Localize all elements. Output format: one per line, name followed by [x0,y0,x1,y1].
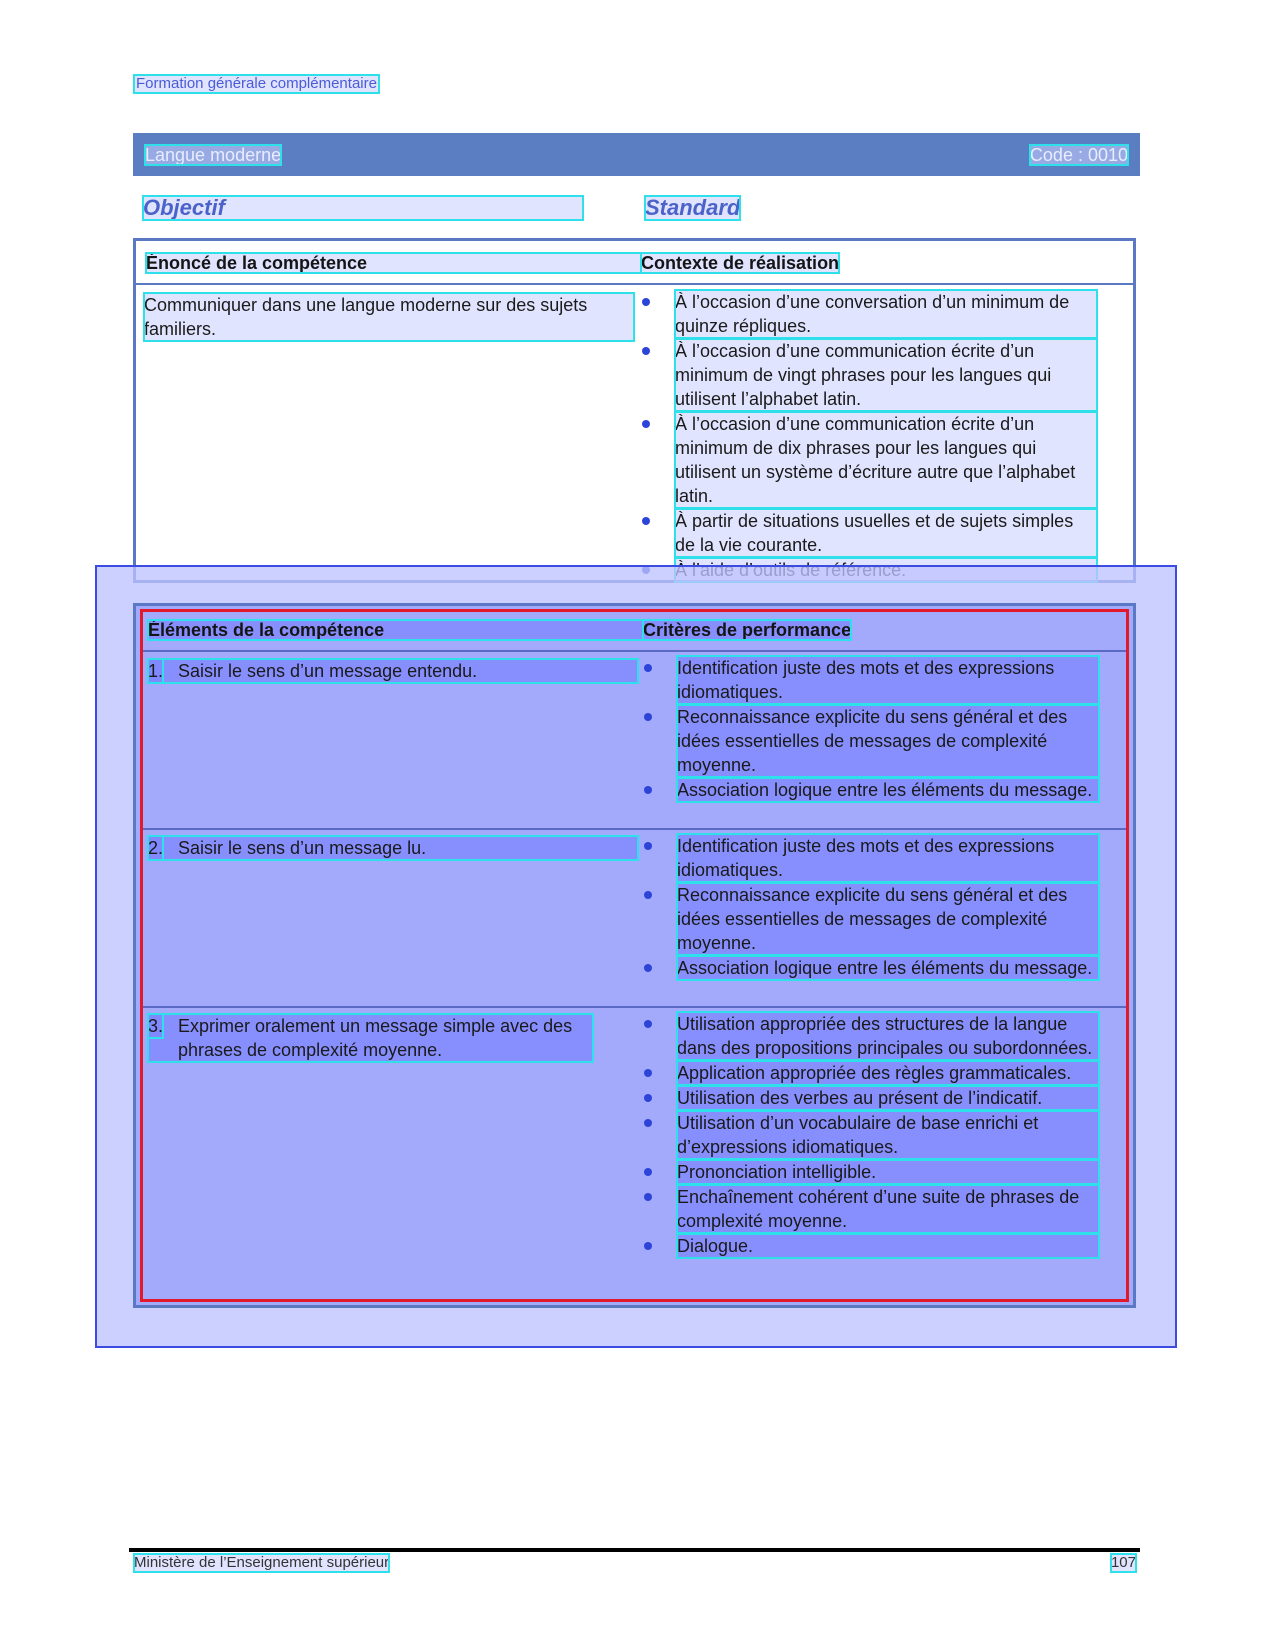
bullet-icon [642,420,650,428]
criteria-item: Reconnaissance explicite du sens général et des idées essentielles de messages de complexité moyenne. [641,705,1099,777]
statement-col1-heading: Énoncé de la compétence [146,253,641,273]
competence-statement: Communiquer dans une langue moderne sur des sujets familiers. [144,293,634,341]
course-title-bar [133,133,1140,176]
footer-ministry: Ministère de l’Enseignement supérieur [134,1554,390,1571]
bullet-icon [642,517,650,525]
bullet-icon [644,1020,652,1028]
row-divider [143,828,1126,830]
footer-rule [129,1548,1140,1552]
objective-label: Objectif [143,196,583,220]
bullet-icon [642,298,650,306]
bullet-icon [644,1168,652,1176]
bullet-icon [644,1069,652,1077]
element-item-1: 1. Saisir le sens d’un message entendu. [148,659,638,683]
bullet-icon [642,347,650,355]
statement-header-divider [136,283,1133,285]
course-name: Langue moderne [145,145,282,165]
elements-table-inner [140,609,1129,1302]
bullet-icon [644,664,652,672]
document-header: Formation générale complémentaire [136,75,377,92]
criteria-item: Identification juste des mots et des expressions idiomatiques. [641,834,1099,882]
criteria-item: Utilisation d’un vocabulaire de base enrichi et d’expressions idiomatiques. [641,1111,1099,1159]
criteria-item: Dialogue. [641,1234,1099,1258]
criteria-list-3 [641,1012,1099,1259]
course-code: Code : 0010 [1029,145,1128,165]
bullet-icon [644,842,652,850]
criteria-item: Association logique entre les éléments du message. [641,956,1099,980]
page-number: 107 [1110,1554,1136,1571]
bullet-icon [644,964,652,972]
bullet-icon [644,786,652,794]
statement-col2-heading: Contexte de réalisation [641,253,840,273]
criteria-item: Utilisation appropriée des structures de la langue dans des propositions principales ou subordonnées. [641,1012,1099,1060]
elements-table [133,603,1136,1308]
bullet-icon [644,1094,652,1102]
context-item: À l’occasion d’une conversation d’un minimum de quinze répliques. [639,290,1097,338]
criteria-item: Identification juste des mots et des expressions idiomatiques. [641,656,1099,704]
bullet-icon [644,891,652,899]
statement-table [133,238,1136,583]
criteria-item: Reconnaissance explicite du sens général et des idées essentielles de messages de complexité moyenne. [641,883,1099,955]
criteria-list-1 [641,656,1099,803]
context-list [639,290,1097,583]
row-divider [143,1006,1126,1008]
criteria-item: Utilisation des verbes au présent de l’indicatif. [641,1086,1099,1110]
standard-label: Standard [645,195,741,220]
context-item: À partir de situations usuelles et de sujets simples de la vie courante. [639,509,1097,557]
criteria-item: Prononciation intelligible. [641,1160,1099,1184]
context-item: À l’occasion d’une communication écrite d’un minimum de dix phrases pour les langues qui utilisent un système d’écriture autre que l’alphabet latin. [639,412,1097,508]
bullet-icon [644,1193,652,1201]
element-item-2: 2. Saisir le sens d’un message lu. [148,836,638,860]
elements-col2-heading: Critères de performance [643,620,852,640]
criteria-item: Enchaînement cohérent d’une suite de phrases de complexité moyenne. [641,1185,1099,1233]
bullet-icon [644,1242,652,1250]
criteria-list-2 [641,834,1099,981]
elements-col1-heading: Éléments de la compétence [148,620,643,640]
element-item-3: 3. Exprimer oralement un message simple avec des phrases de complexité moyenne. [148,1014,593,1062]
criteria-item: Application appropriée des règles grammaticales. [641,1061,1099,1085]
bullet-icon [644,713,652,721]
elements-header-divider [143,650,1126,652]
bullet-icon [644,1119,652,1127]
criteria-item: Association logique entre les éléments du message. [641,778,1099,802]
context-item: À l’occasion d’une communication écrite d’un minimum de vingt phrases pour les langues qui utilisent l’alphabet latin. [639,339,1097,411]
